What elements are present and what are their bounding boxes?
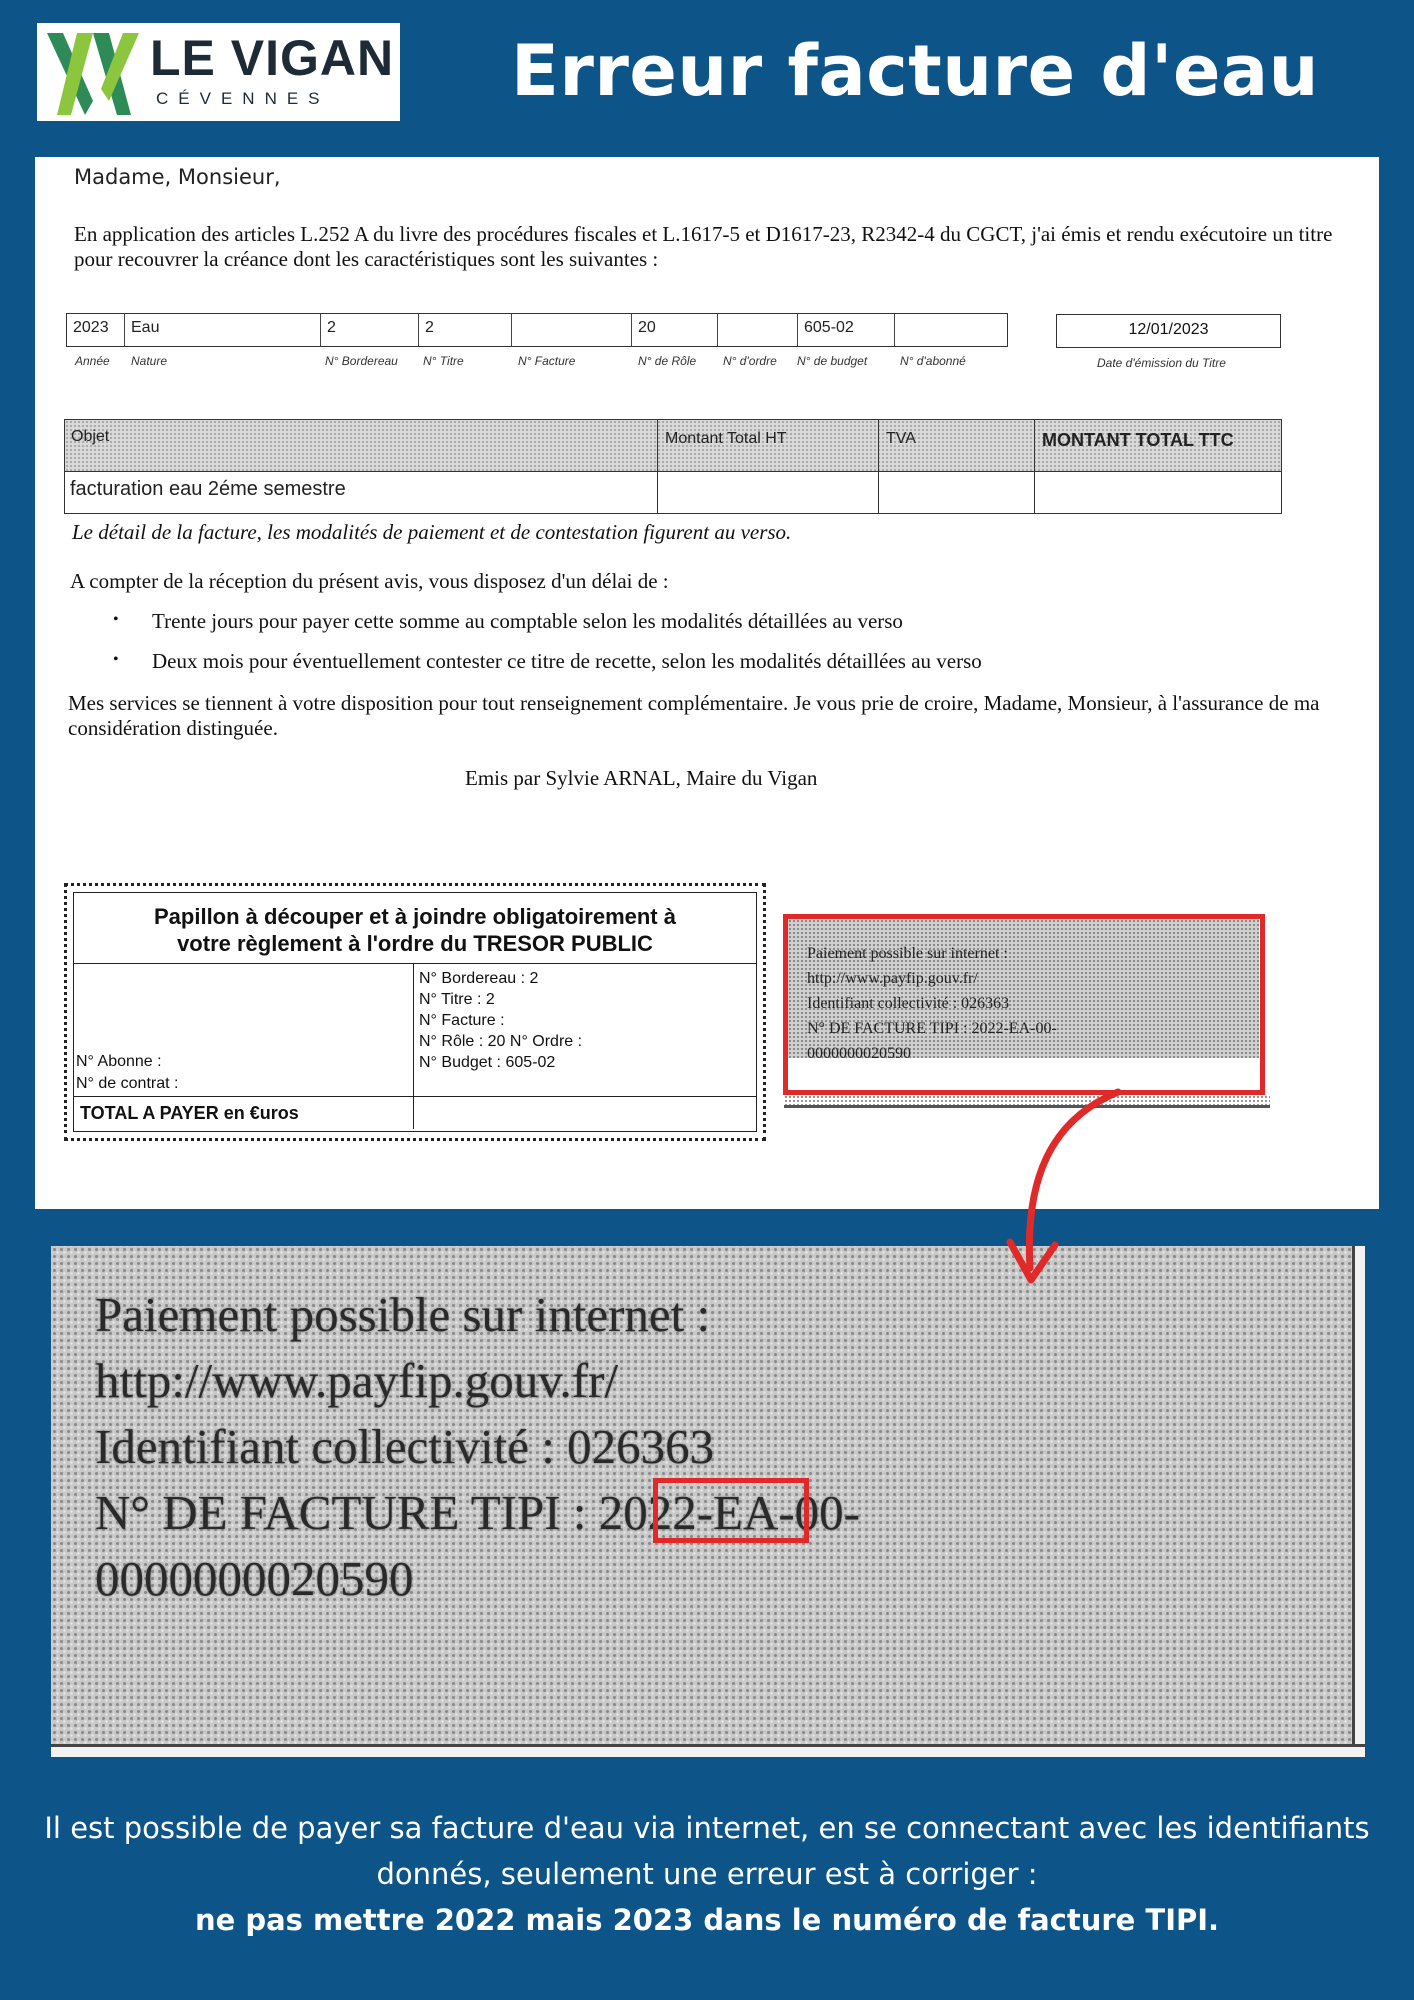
logo-subtitle: CÉVENNES	[156, 89, 330, 108]
zoom-edge	[1352, 1246, 1365, 1757]
slip-budget: N° Budget : 605-02	[419, 1054, 556, 1071]
closing-paragraph: Mes services se tiennent à votre disposition pour tout renseignement complémentaire. Je vous prie de croire, Madame, Monsieur, à l'assurance de ma considération distinguée.	[68, 691, 1320, 740]
invoice-document	[35, 157, 1379, 1209]
intro-paragraph: En application des articles L.252 A du livre des procédures fiscales et L.1617-5 et D1617-23, R2342-4 du CGCT, j'ai émis et rendu exécutoire un titre pour recouvrer la créance dont les caractéristiques sont les suivantes :	[74, 222, 1333, 271]
caption-nature: Nature	[131, 354, 168, 368]
caption-budget: N° de budget	[797, 354, 868, 368]
amount-table	[64, 419, 1282, 514]
amount-col-divider	[878, 420, 879, 513]
zoomed-text	[95, 1282, 860, 1612]
header-objet: Objet	[71, 428, 110, 445]
bullet-dot-icon: •	[113, 651, 119, 668]
bullet-dot-icon: •	[113, 611, 119, 628]
payment-info-line: N° DE FACTURE TIPI : 2022-EA-00-	[807, 1020, 1057, 1037]
detail-note: Le détail de la facture, les modalités de paiement et de contestation figurent au verso.	[72, 520, 792, 544]
reference-row	[66, 313, 1008, 347]
caption-facture: N° Facture	[518, 354, 576, 368]
slip-divider	[74, 1096, 756, 1097]
amount-col-divider	[1034, 420, 1035, 513]
caption-annee: Année	[75, 354, 110, 368]
slip-contrat: N° de contrat :	[76, 1075, 179, 1092]
header-tva: TVA	[886, 430, 916, 447]
logo-name: LE VIGAN	[150, 30, 395, 86]
payment-info-line: 0000000020590	[807, 1045, 911, 1062]
zoomed-line: Paiement possible sur internet :	[95, 1287, 711, 1342]
bullet-item: Deux mois pour éventuellement contester ce titre de recette, selon les modalités détaillées au verso	[152, 649, 982, 673]
zoomed-line: 0000000020590	[95, 1551, 414, 1606]
caption-role: N° de Rôle	[638, 354, 697, 368]
ref-cell-ordre	[718, 314, 798, 346]
zoomed-line: http://www.payfip.gouv.fr/	[95, 1353, 619, 1408]
zoom-edge	[51, 1744, 1365, 1757]
slip-divider	[74, 963, 756, 964]
payment-slip-title-line: Papillon à découper et à joindre obligatoirement à	[154, 904, 676, 929]
payment-info-line: Identifiant collectivité : 026363	[807, 995, 1010, 1012]
footer-bold-line: ne pas mettre 2022 mais 2023 dans le numéro de facture TIPI.	[194, 1903, 1220, 1937]
ref-cell-role: 20	[632, 314, 718, 346]
slip-role: N° Rôle : 20 N° Ordre :	[419, 1033, 583, 1050]
caption-ordre: N° d'ordre	[723, 354, 777, 368]
zoomed-line: Identifiant collectivité : 026363	[95, 1419, 715, 1474]
slip-facture: N° Facture :	[419, 1012, 505, 1029]
page-title: Erreur facture d'eau	[511, 30, 1319, 112]
footer-emphasis	[40, 1897, 1374, 1943]
caption-bordereau: N° Bordereau	[325, 354, 398, 368]
zoomed-line: N° DE FACTURE TIPI : 2022-EA-00-	[95, 1485, 860, 1540]
payment-slip-title-line: votre règlement à l'ordre du TRESOR PUBLIC	[177, 931, 653, 956]
logo	[37, 23, 400, 121]
caption-titre: N° Titre	[423, 354, 464, 368]
row-objet: facturation eau 2éme semestre	[70, 478, 346, 500]
footer-message	[40, 1805, 1374, 1943]
caption-emission: Date d'émission du Titre	[1097, 356, 1226, 370]
ref-cell-bordereau: 2	[321, 314, 419, 346]
slip-abonne: N° Abonne :	[76, 1053, 162, 1070]
payment-info-highlight	[783, 914, 1265, 1095]
ref-cell-facture	[512, 314, 632, 346]
le-vigan-logo-icon	[47, 31, 139, 115]
slip-titre: N° Titre : 2	[419, 991, 495, 1008]
payment-info-line: http://www.payfip.gouv.fr/	[807, 970, 978, 987]
payment-slip-title	[74, 903, 756, 957]
error-highlight-box	[653, 1478, 809, 1543]
ref-cell-titre: 2	[419, 314, 512, 346]
salutation: Madame, Monsieur,	[74, 165, 281, 189]
signature: Emis par Sylvie ARNAL, Maire du Vigan	[465, 766, 818, 790]
payment-slip-frame	[73, 892, 757, 1132]
caption-abonne: N° d'abonné	[900, 354, 966, 368]
slip-bordereau: N° Bordereau : 2	[419, 970, 539, 987]
payment-slip	[64, 883, 766, 1141]
slip-divider	[413, 963, 414, 1129]
payment-info-line: Paiement possible sur internet :	[807, 945, 1008, 962]
header-montant-ttc: MONTANT TOTAL TTC	[1042, 430, 1234, 450]
emission-date-box	[1056, 314, 1281, 348]
ref-cell-budget: 605-02	[798, 314, 895, 346]
ref-cell-nature: Eau	[125, 314, 321, 346]
payment-info-shadow	[784, 1095, 1270, 1108]
bullet-item: Trente jours pour payer cette somme au comptable selon les modalités détaillées au verso	[152, 609, 903, 633]
header-montant-ht: Montant Total HT	[665, 430, 787, 447]
slip-total: TOTAL A PAYER en €uros	[80, 1103, 299, 1123]
footer-line: Il est possible de payer sa facture d'eau via internet, en se connectant avec les identifiants donnés, seulement une erreur est à corriger :	[44, 1811, 1370, 1891]
delay-intro: A compter de la réception du présent avis, vous disposez d'un délai de :	[70, 569, 669, 593]
emission-date: 12/01/2023	[1128, 321, 1209, 338]
ref-cell-annee: 2023	[67, 314, 125, 346]
ref-cell-abonne	[895, 314, 1007, 346]
amount-col-divider	[657, 420, 658, 513]
